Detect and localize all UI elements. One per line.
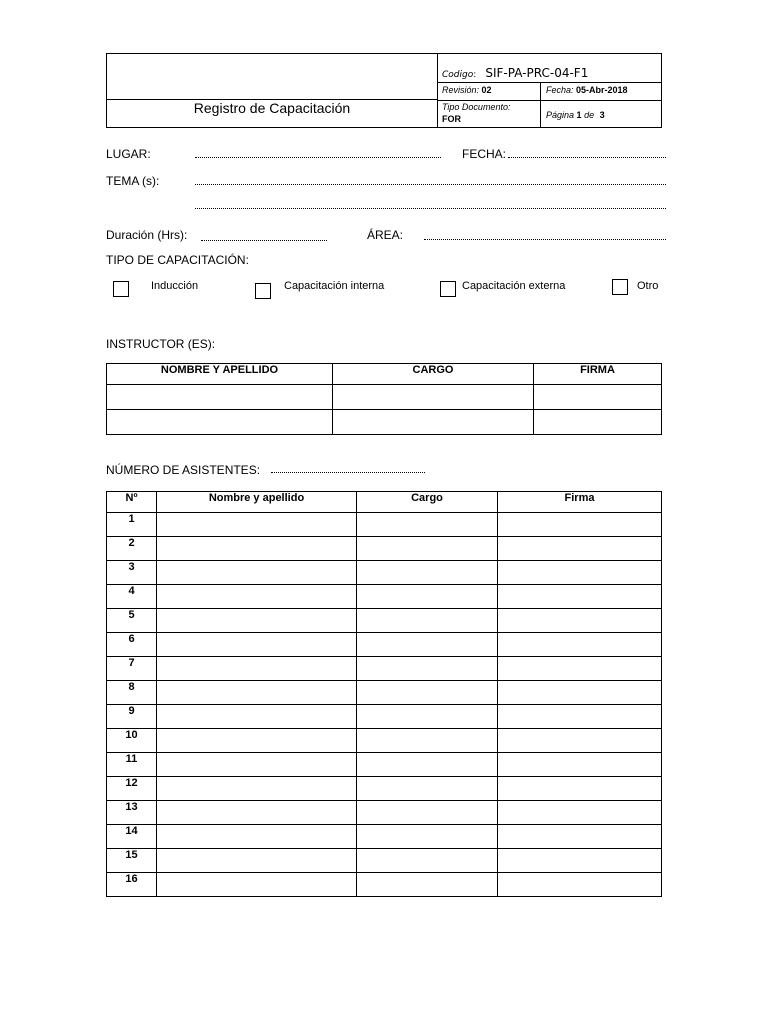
table-cell[interactable]: [157, 609, 357, 633]
table-cell[interactable]: [157, 801, 357, 825]
table-cell[interactable]: [357, 681, 498, 705]
capacitacion-interna-label: Capacitación interna: [284, 280, 385, 292]
table-cell[interactable]: [357, 537, 498, 561]
table-cell[interactable]: [357, 585, 498, 609]
pagina-cell: [546, 110, 605, 120]
area-field[interactable]: [424, 239, 666, 240]
row-number: 9: [107, 705, 157, 729]
row-number: 1: [107, 513, 157, 537]
lugar-field[interactable]: [195, 157, 441, 158]
revision-value: 02: [481, 85, 492, 95]
table-cell[interactable]: [357, 705, 498, 729]
table-row: [107, 777, 662, 801]
header-divider: [437, 100, 662, 101]
induccion-checkbox[interactable]: [113, 281, 129, 297]
pagina-label: Página: [546, 110, 575, 120]
otro-label: Otro: [637, 280, 659, 292]
asistentes-label: NÚMERO DE ASISTENTES:: [106, 463, 261, 477]
table-cell[interactable]: [357, 513, 498, 537]
pagina-current: 1: [576, 110, 582, 120]
capacitacion-interna-checkbox[interactable]: [255, 283, 271, 299]
table-cell[interactable]: [498, 513, 662, 537]
table-cell[interactable]: [498, 801, 662, 825]
table-cell[interactable]: [498, 825, 662, 849]
table-cell[interactable]: [357, 561, 498, 585]
table-cell[interactable]: [498, 777, 662, 801]
row-number: 10: [107, 729, 157, 753]
table-cell[interactable]: [157, 633, 357, 657]
table-cell[interactable]: [534, 385, 662, 410]
table-cell[interactable]: [357, 753, 498, 777]
table-row: [107, 657, 662, 681]
lugar-label: LUGAR:: [106, 147, 151, 161]
document-header: [106, 53, 662, 128]
table-cell[interactable]: [534, 410, 662, 435]
table-row: [107, 585, 662, 609]
table-cell[interactable]: [157, 561, 357, 585]
table-cell[interactable]: [357, 609, 498, 633]
table-cell[interactable]: [157, 657, 357, 681]
table-cell[interactable]: [157, 849, 357, 873]
asistentes-header-firma: Firma: [498, 492, 662, 513]
table-cell[interactable]: [157, 681, 357, 705]
table-cell[interactable]: [357, 777, 498, 801]
tema-field-line-2[interactable]: [195, 208, 666, 209]
codigo-cell: Codigo: SIF-PA-PRC-04-F1: [442, 66, 589, 80]
row-number: 13: [107, 801, 157, 825]
table-row: [107, 385, 662, 410]
tipo-documento-label: Tipo Documento:: [442, 102, 511, 112]
row-number: 2: [107, 537, 157, 561]
revision-cell: [442, 85, 492, 95]
asistentes-header-num: Nº: [107, 492, 157, 513]
table-row: [107, 729, 662, 753]
table-cell[interactable]: [498, 849, 662, 873]
duracion-label: Duración (Hrs):: [106, 228, 188, 242]
table-row: [107, 825, 662, 849]
table-cell[interactable]: [357, 849, 498, 873]
table-cell[interactable]: [357, 657, 498, 681]
table-cell[interactable]: [157, 537, 357, 561]
asistentes-field[interactable]: [271, 472, 425, 473]
table-row: [107, 561, 662, 585]
row-number: 4: [107, 585, 157, 609]
row-number: 5: [107, 609, 157, 633]
row-number: 6: [107, 633, 157, 657]
row-number: 3: [107, 561, 157, 585]
fecha-field-label: FECHA:: [462, 147, 507, 161]
header-divider: [437, 82, 662, 83]
table-cell[interactable]: [157, 873, 357, 897]
asistentes-header-nombre: Nombre y apellido: [157, 492, 357, 513]
table-cell[interactable]: [333, 385, 534, 410]
table-cell[interactable]: [498, 705, 662, 729]
codigo-value: SIF-PA-PRC-04-F1: [485, 66, 589, 80]
row-number: 7: [107, 657, 157, 681]
table-cell[interactable]: [498, 609, 662, 633]
table-cell[interactable]: [498, 561, 662, 585]
otro-checkbox[interactable]: [612, 279, 628, 295]
table-cell[interactable]: [157, 585, 357, 609]
fecha-field[interactable]: [508, 157, 666, 158]
table-cell[interactable]: [157, 753, 357, 777]
induccion-label: Inducción: [151, 280, 199, 292]
fecha-value: 05-Abr-2018: [576, 85, 628, 95]
fecha-label: Fecha:: [546, 85, 574, 95]
table-cell[interactable]: [357, 873, 498, 897]
codigo-label: Codigo: [442, 70, 474, 80]
table-cell[interactable]: [498, 753, 662, 777]
table-row: [107, 537, 662, 561]
header-divider: [437, 54, 438, 127]
capacitacion-externa-checkbox[interactable]: [440, 281, 456, 297]
table-row: [107, 753, 662, 777]
instructor-header-cargo: CARGO: [333, 364, 534, 385]
table-cell[interactable]: [498, 585, 662, 609]
table-row: [107, 873, 662, 897]
table-cell[interactable]: [357, 633, 498, 657]
table-row: [107, 513, 662, 537]
revision-label: Revisión:: [442, 85, 480, 95]
table-cell[interactable]: [498, 657, 662, 681]
table-row: [107, 633, 662, 657]
table-row: [107, 609, 662, 633]
asistentes-header-cargo: Cargo: [357, 492, 498, 513]
instructor-table: [106, 363, 662, 435]
header-divider: [540, 82, 541, 128]
table-cell[interactable]: [157, 825, 357, 849]
table-cell[interactable]: [357, 825, 498, 849]
table-cell[interactable]: [157, 729, 357, 753]
area-label: ÁREA:: [367, 228, 404, 242]
instructor-label: INSTRUCTOR (ES):: [106, 337, 216, 351]
table-cell[interactable]: [107, 410, 333, 435]
table-row: [107, 849, 662, 873]
table-cell[interactable]: [157, 705, 357, 729]
pagina-total: 3: [599, 110, 605, 120]
table-cell[interactable]: [498, 537, 662, 561]
table-row: [107, 681, 662, 705]
instructor-header-firma: FIRMA: [534, 364, 662, 385]
row-number: 14: [107, 825, 157, 849]
tipo-capacitacion-label: TIPO DE CAPACITACIÓN:: [106, 253, 249, 267]
row-number: 16: [107, 873, 157, 897]
table-cell[interactable]: [498, 729, 662, 753]
table-cell[interactable]: [357, 729, 498, 753]
table-cell[interactable]: [157, 777, 357, 801]
table-row: [107, 801, 662, 825]
row-number: 15: [107, 849, 157, 873]
row-number: 12: [107, 777, 157, 801]
table-row: [107, 705, 662, 729]
document-title: Registro de Capacitación: [193, 100, 351, 116]
instructor-header-nombre: NOMBRE Y APELLIDO: [107, 364, 333, 385]
fecha-cell: [546, 85, 628, 95]
asistentes-table: [106, 491, 662, 897]
row-number: 8: [107, 681, 157, 705]
tipo-documento-cell: [442, 102, 510, 124]
tema-field-line-1[interactable]: [195, 184, 666, 185]
duracion-field[interactable]: [201, 240, 327, 241]
capacitacion-externa-label: Capacitación externa: [462, 280, 566, 292]
table-cell[interactable]: [357, 801, 498, 825]
table-cell[interactable]: [498, 681, 662, 705]
tipo-documento-value: FOR: [442, 114, 461, 124]
table-cell[interactable]: [333, 410, 534, 435]
table-cell[interactable]: [157, 513, 357, 537]
tema-label: TEMA (s):: [106, 174, 160, 188]
table-cell[interactable]: [498, 873, 662, 897]
table-cell[interactable]: [498, 633, 662, 657]
table-cell[interactable]: [107, 385, 333, 410]
pagina-de: de: [584, 110, 595, 120]
row-number: 11: [107, 753, 157, 777]
table-row: [107, 410, 662, 435]
